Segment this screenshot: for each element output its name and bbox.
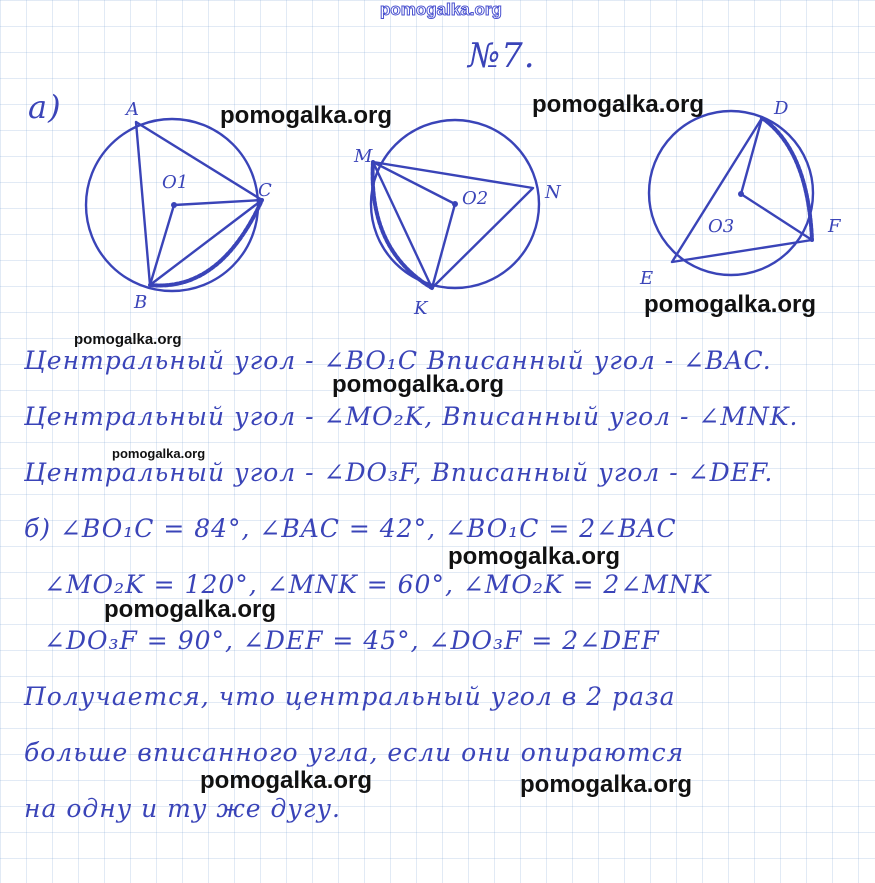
text-line-6: ∠DO₃F = 90°, ∠DEF = 45°, ∠DO₃F = 2∠DEF	[44, 626, 660, 655]
label-O2: O2	[462, 188, 489, 209]
text-line-9: на одну и ту же дугу.	[24, 794, 341, 823]
text-line-3: Центральный угол - ∠DO₃F, Вписанный угол - ∠DEF.	[24, 458, 774, 487]
label-O3: O3	[708, 216, 735, 237]
label-B: B	[134, 292, 148, 313]
text-line-1: Центральный угол - ∠BO₁C Вписанный угол - ∠BAC.	[24, 346, 772, 375]
label-N: N	[545, 182, 561, 203]
problem-number: №7.	[468, 36, 536, 76]
label-D: D	[774, 98, 789, 119]
site-watermark-top: pomogalka.org	[380, 0, 502, 19]
geometry-figures	[0, 0, 875, 330]
label-E: E	[640, 268, 654, 289]
text-line-7: Получается, что центральный угол в 2 раза	[24, 682, 676, 711]
watermark-3: pomogalka.org	[644, 291, 817, 318]
watermark-8: pomogalka.org	[104, 596, 277, 623]
figure-3-circle-o3	[649, 111, 813, 275]
watermark-9: pomogalka.org	[200, 767, 373, 794]
label-O1: O1	[162, 172, 189, 193]
label-C: C	[258, 180, 272, 201]
label-M: M	[354, 146, 373, 167]
text-line-5: ∠MO₂K = 120°, ∠MNK = 60°, ∠MO₂K = 2∠MNK	[44, 570, 712, 599]
watermark-5: pomogalka.org	[332, 371, 505, 398]
part-a-label: а)	[28, 88, 62, 126]
text-line-2: Центральный угол - ∠MO₂K, Вписанный угол - ∠MNK.	[24, 402, 799, 431]
label-F: F	[828, 216, 841, 237]
watermark-7: pomogalka.org	[448, 543, 621, 570]
watermark-6: pomogalka.org	[112, 446, 206, 461]
text-line-8: больше вписанного угла, если они опираются	[24, 738, 685, 767]
watermark-2: pomogalka.org	[532, 91, 705, 118]
label-K: K	[414, 298, 428, 319]
watermark-1: pomogalka.org	[220, 102, 393, 129]
watermark-10: pomogalka.org	[520, 771, 693, 798]
text-line-4: б) ∠BO₁C = 84°, ∠BAC = 42°, ∠BO₁C = 2∠BAC	[24, 514, 677, 543]
watermark-4: pomogalka.org	[74, 331, 182, 348]
label-A: A	[126, 99, 139, 120]
